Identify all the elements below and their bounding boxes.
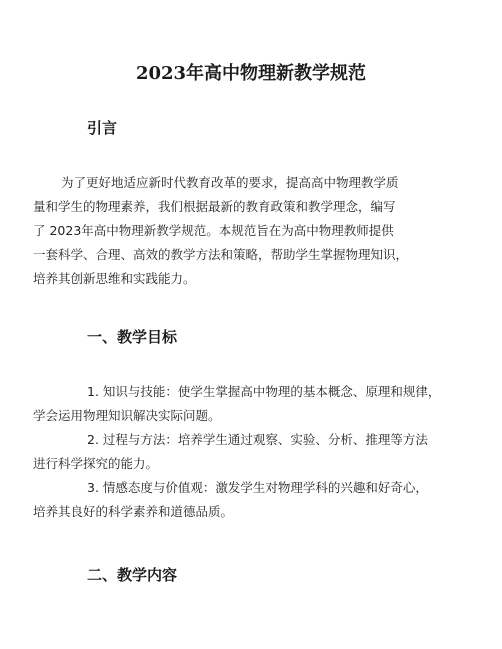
list-item-line: 2. 过程与方法：培养学生通过观察、实验、分析、推理等方法 xyxy=(87,432,428,447)
list-item-line: 3. 情感态度与价值观：激发学生对物理学科的兴趣和好奇心， xyxy=(87,480,428,495)
list-item-line: 进行科学探究的能力。 xyxy=(33,456,159,471)
section-heading-content: 二、教学内容 xyxy=(87,566,178,584)
paragraph-line: 为了更好地适应新时代教育改革的要求，提高高中物理教学质 xyxy=(61,175,399,190)
paragraph-line: 量和学生的物理素养，我们根据最新的教育政策和教学理念，编写 xyxy=(33,199,396,214)
document-title: 2023年高中物理新教学规范 xyxy=(135,63,367,84)
list-item-line: 学会运用物理知识解决实际问题。 xyxy=(33,408,221,423)
section-heading-intro: 引言 xyxy=(87,119,118,137)
section-heading-goals: 一、教学目标 xyxy=(87,328,178,346)
paragraph-line: 了 2023年高中物理新教学规范。本规范旨在为高中物理教师提供 xyxy=(33,223,394,238)
paragraph-line: 培养其创新思维和实践能力。 xyxy=(33,271,196,286)
paragraph-line: 一套科学、合理、高效的教学方法和策略，帮助学生掌握物理知识， xyxy=(33,247,409,262)
list-item-line: 培养其良好的科学素养和道德品质。 xyxy=(33,504,234,519)
list-item-line: 1. 知识与技能：使学生掌握高中物理的基本概念、原理和规律， xyxy=(87,384,441,399)
